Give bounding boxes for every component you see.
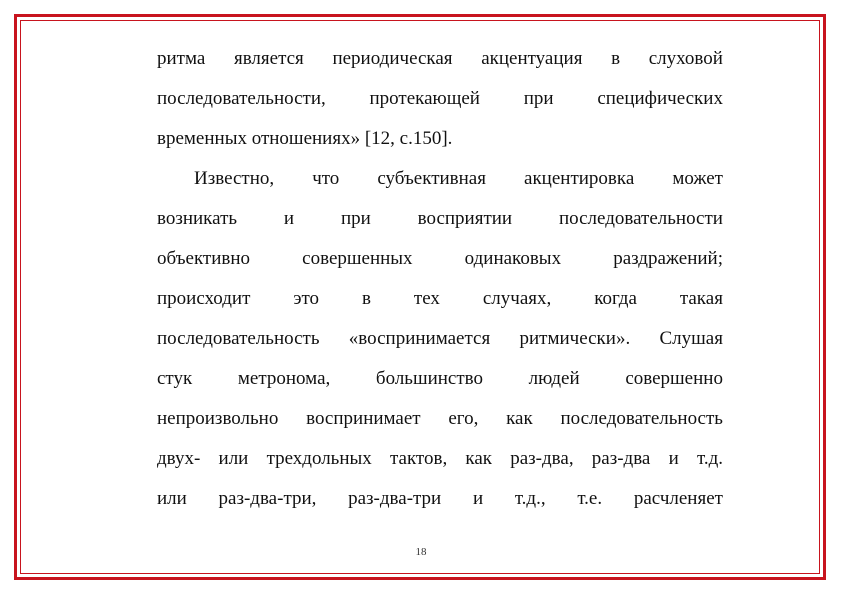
text-line bbox=[157, 404, 723, 444]
word: и bbox=[283, 208, 295, 229]
word: людей bbox=[528, 368, 580, 389]
word: при bbox=[523, 88, 554, 109]
text-line bbox=[157, 244, 723, 284]
word: раздражений; bbox=[613, 248, 723, 269]
word: протекающей bbox=[369, 88, 480, 109]
text-line bbox=[157, 444, 723, 484]
text-line bbox=[157, 204, 723, 244]
word: большинство bbox=[375, 368, 484, 389]
word: трехдольных bbox=[266, 448, 372, 469]
word: объективно bbox=[157, 248, 251, 269]
word: возникать bbox=[157, 208, 238, 229]
text-line bbox=[157, 164, 723, 204]
word: может bbox=[672, 168, 723, 189]
word: т.д. bbox=[696, 448, 723, 469]
word: восприятии bbox=[417, 208, 513, 229]
word: метронома, bbox=[237, 368, 331, 389]
word: т.д., bbox=[514, 488, 546, 509]
word: Слушая bbox=[659, 328, 723, 349]
word: случаях, bbox=[482, 288, 552, 309]
word: стук bbox=[157, 368, 193, 389]
word: ритма bbox=[157, 48, 206, 69]
word: специфических bbox=[597, 88, 723, 109]
word: что bbox=[312, 168, 340, 189]
text-line bbox=[157, 84, 723, 124]
page-number: 18 bbox=[415, 546, 427, 558]
word: его, bbox=[448, 408, 479, 429]
word: т.е. bbox=[577, 488, 603, 509]
word: в bbox=[611, 48, 621, 69]
word: последовательность bbox=[157, 328, 320, 349]
word: как bbox=[506, 408, 533, 429]
word: «воспринимается bbox=[348, 328, 491, 349]
word: является bbox=[233, 48, 304, 69]
word: временных отношениях» [12, с.150]. bbox=[157, 128, 453, 149]
word: тех bbox=[413, 288, 440, 309]
word: воспринимает bbox=[306, 408, 421, 429]
word: совершенных bbox=[302, 248, 413, 269]
word: непроизвольно bbox=[157, 408, 279, 429]
word: в bbox=[361, 288, 371, 309]
word: это bbox=[293, 288, 320, 309]
word: ритмически». bbox=[519, 328, 631, 349]
word: раз-два, bbox=[510, 448, 574, 469]
word: слуховой bbox=[648, 48, 723, 69]
word: последовательности, bbox=[157, 88, 326, 109]
text-line bbox=[157, 124, 723, 164]
text-line bbox=[157, 44, 723, 84]
word: акцентуация bbox=[481, 48, 583, 69]
text-line bbox=[157, 364, 723, 404]
word: последовательность bbox=[560, 408, 723, 429]
word: такая bbox=[679, 288, 723, 309]
word: когда bbox=[594, 288, 637, 309]
text-line bbox=[157, 284, 723, 324]
word: одинаковых bbox=[464, 248, 562, 269]
word: как bbox=[465, 448, 493, 469]
word: или bbox=[157, 488, 187, 509]
word: раз-два bbox=[591, 448, 651, 469]
word: при bbox=[340, 208, 371, 229]
word: Известно, bbox=[194, 168, 275, 189]
word: последовательности bbox=[558, 208, 723, 229]
text-line bbox=[157, 324, 723, 364]
word: или bbox=[218, 448, 249, 469]
word: и bbox=[472, 488, 484, 509]
word: тактов, bbox=[389, 448, 448, 469]
word: совершенно bbox=[625, 368, 723, 389]
word: происходит bbox=[157, 288, 251, 309]
text-line bbox=[157, 484, 723, 524]
word: расчленяет bbox=[633, 488, 723, 509]
body-text bbox=[157, 44, 723, 524]
word: периодическая bbox=[332, 48, 453, 69]
word: раз-два-три, bbox=[218, 488, 317, 509]
word: раз-два-три bbox=[348, 488, 442, 509]
word: двух- bbox=[157, 448, 201, 469]
word: и bbox=[668, 448, 679, 469]
word: субъективная bbox=[377, 168, 486, 189]
word: акцентировка bbox=[524, 168, 635, 189]
